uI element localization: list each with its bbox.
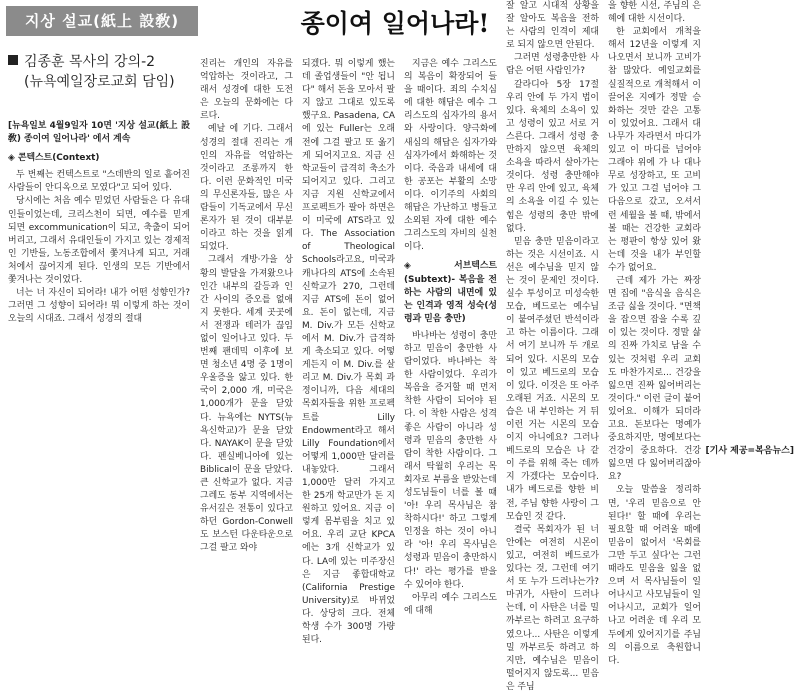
paragraph: 아무리 예수 그리스도에 대해 — [404, 592, 497, 616]
article-column-2 — [200, 58, 293, 554]
article-column-3 — [302, 58, 395, 646]
article-column-6 — [608, 0, 701, 666]
paragraph: 되겠다. 뭐 이렇게 했는데 졸업생들이 "안 됩니다" 해서 돈을 모아서 팔지 않고 그대로 있도록 했구요. Pasadena, CA에 있는 Fuller는 오래 전에 그걸 팔고 또 옮기게 되어지고요. 지금 신학교들이 급격히 축소가 되어지고 있다. 그리고 지금 지원 신학교에서 프로펙트가 팔아 하면은 이 미국에 ATS라고 있다. The Association of Theological Schools라고요, 미국과 캐나다의 ATS에 소속된 신학교가 270, 그런데 지금 ATS에 돈이 없어요. 돈이 없는데, 지금 M. Div.가 모든 신학교에서 M. Div.가 급격하게 축소되고 있다. 어떻게든지 이 M. Div.를 살리고 M. Div.가 목회 과정이니까, 다음 세대의 목회자들을 위한 프로펙트를 Lilly Endowment라고 해서 Lilly Foundation에서 어떻게 1,000만 달러를 내놓았다. 그래서 1,000만 달러 가지고 한 25개 학교만가 돈 지원하고 있어요. 지금 이렇게 몸부림을 치고 있어요. 우리 교단 KPCA에는 3개 신학교가 있다. LA에 있는 미주장신은 지금 좋합대학교(California Prestige University)로 바뀌었다. 상당히 크다. 전체 학생 수가 300명 가량 된다. — [302, 59, 395, 646]
speaker-line-1: 김종훈 목사의 강의-2 — [24, 54, 156, 70]
paragraph: 오늘 말씀을 정리하면, '우리 믿음으로 안 된다!' 할 때에 우리는 필요할 때 어려울 때에 믿음이 없어서 '목회를 그만 두고 싶다'는 그런 때라도 믿음을 잃을 없으며 서 목사님들이 일어나시고 사모님들이 일어나시고, 교회가 일어나고 어려운 데 우리 모두에게 있어지기를 주님의 이름으로 축원합니다. — [608, 485, 701, 666]
article-column-1 — [8, 120, 190, 456]
paragraph: 진리는 개인의 자유를 억압하는 것이라고, 그래서 성경에 대한 도전은 오늘의 문화에는 다르다. — [200, 59, 293, 122]
paragraph: 예날 에 기다. 그래서 성경의 절대 진리는 개인의 자유를 억압하는 것이라고 조롱까지 한다. 이런 문화적인 미국의 무신론자들, 많은 사람들이 기독교에서 무신론자가 된 것이 대부분이라고 하는 것을 읽게 되었다. — [200, 124, 293, 253]
article-headline: 종이여 일어나라! — [300, 9, 490, 38]
paragraph: 잘 알고 시대적 상황을 잘 알아도 복음을 전하는 사람의 인격이 제대로 되지 않으면 안된다. — [506, 1, 599, 51]
intro-note: [뉴욕일보 4월9일자 10면 '지상 설교(紙上 設敎) 종이여 일어나라' 에서 계속 — [8, 121, 190, 145]
paragraph: 한 교회에서 개척을 해서 12년을 이렇게 지나오면서 보니까 고비가 참 많았다. 예일교회를 실질적으로 개척해서 이끌어온 지예가 정말 승화하는 것만 같은 고통이 있었어요. 그래서 대나무가 자라면서 마디가 있고 이 마디를 넘어야 그래야 위에 가 나 대나무로 성장하고, 또 고비가 있고 그걸 넘어야 그 다음으로 갔고, 오셔서 런 세월을 볼 때, 밖에서 볼 때는 건강한 교회라는 평판이 항상 있어 왔는데 것을 내가 부인할 수가 없어요. — [608, 27, 701, 273]
paragraph: 그러면 성령충만한 사람은 어떤 사람인가? — [506, 53, 599, 77]
paragraph: 을 향한 시선, 주님의 은혜에 대한 시선이다. — [608, 1, 701, 25]
section-banner: 지상 설교(紙上 設敎) — [6, 6, 198, 36]
article-column-5 — [506, 0, 599, 692]
paragraph: 그래서 개방·가을 상황의 발달을 가져왔으나 인간 내부의 갈등과 인간 사이의 증오를 없애지 못한다. 세계 곳곳에서 전쟁과 테러가 끊임없이 일어나고 있다. 두 번째 팬데믹 이후에 보면 청소년 4명 중 1명이 우울증을 앓고 있다. 한국이 2,000 개, 미국은 1,000개가 문을 닫았다. 뉴욕에는 NYTS(뉴욕신학교)가 문을 닫았다. NAYAK이 문을 닫았다. 펜실베니아에 있는 Biblical이 문을 닫았다. 큰 신학교가 없다. 지금 그레도 동부 지역에서는 유서깊은 전통이 있다고 하던 Gordon-Conwell도 보스턴 다운타운으로 그걸 팔고 와야 — [200, 255, 293, 554]
paragraph: 당시에는 처음 예수 믿었던 사람들은 다 유대인들이었는데, 크리스천이 되면, 예수를 믿게 되면 excommunication이 되고, 축출이 되어버리고, 그래서 유대인들이 가지고 있는 경제적인 기반들, 노동조합에서 쫓겨나게 되고, 거래처에서 끊어지게 된다. 인생의 모든 기반에서 쫓겨나는 것이었다. — [8, 196, 190, 286]
speaker-line-2: (뉴욕예일장로교회 담임) — [24, 74, 175, 90]
paragraph: 갈라디아 5장 17절 우리 안에 두 가지 법이 있다. 육체의 소욕이 있고 성령이 있고 서로 거스른다. 그래서 성령 충만하지 않으면 육체의 소욕을 따라서 살아가는 것이다. 성령 충만해야만 우리 안에 있고, 육체의 소욕을 이길 수 있는 힘은 성령의 충만 밖에 없다. — [506, 79, 599, 234]
paragraph: 결국 목회자가 된 너 안에는 여전히 시몬이 있고, 여전히 베드로가 있다는 것, 그런데 여기서 또 누가 드러나는가? 마귀가, 사탄이 드러나는데, 이 사탄은 너를 밀 까부르는 하려고 요구하였으나... 사탄은 이렇게 밀 까부르듯 하려고 하지만, 예수님은 믿음이 떨어지지 않도록... 믿음은 주님 — [506, 524, 599, 692]
paragraph: 지금은 예수 그리스도의 복음이 확장되어 들을 때이다. 죄의 수치심에 대한 해답은 예수 그리스도의 십자가의 용서와 사랑이다. 양극화에 새심의 해답은 십자가와 심자가에서 화해하는 것이다. 죽음과 내세에 대한 공포는 부활의 소망이다. 이기주의 사회의 해답은 가난하고 병들고 소외된 자에 대한 예수 그리스도의 자비의 실천이다. — [404, 59, 497, 253]
article-column-4 — [404, 58, 497, 616]
square-bullet-icon — [8, 55, 18, 65]
paragraph: 두 번째는 컨텍스트로 "스데반의 일로 흩어진 사람들이 안디옥으로 모였다"고 되어 있다. — [8, 170, 190, 194]
section-heading-subtext: ◈ 서브텍스트(Subtext)- 복음을 전하는 사람의 내면에 있는 인격과 영적 성숙(성령과 믿음 충만) — [404, 261, 497, 324]
section-heading-context: ◈ 콘텍스트(Context) — [8, 153, 100, 164]
article-credit: [기사 제공=복음뉴스] — [705, 446, 794, 456]
paragraph: 너는 너 자신이 되어라! 내가 어떤 성향인가? 그러면 그 성향이 되어라! 뭐 이렇게 하는 것이 오늘의 시대죠. 그래서 성경의 절대 — [8, 288, 190, 325]
paragraph: 믿음 충만 믿음이라고 하는 것은 시선이죠. 시선은 예수님을 믿지 않는 것이 문제인 것이다. 실수 투성이고 미성숙한 모습, 베드로는 예수님이 붙여주셨던 반석이라고 하는 이름이다. 그래서 여기 보니까 두 개로 되어 있다. 시몬의 모습이 있고 베드로의 모습이 있다. 이것은 또 아주 오래된 거죠. 시몬의 모습은 내 부인하는 거 뒤 이런 거는 시몬의 모습이지 아니에요? 그러나 베드로의 모습은 나 같이 주를 위해 죽는 데까지 가겠다는 모습이다. 내가 베드로를 향한 비전, 주님 향한 사랑이 그 모습인 것 같다. — [506, 236, 599, 522]
paragraph: 근데 제가 가는 짜장면 집에 "음식을 음식은 조금 싫을 것이다. "면책을 잡으면 잡을 수록 깊이 있는 것이다. 정말 삶의 진짜 가치로 남을 수 있는 것처럼 우리 교회도 마찬가지로... 건강을 잃으면 진짜 잃어버리는 것이다." 이런 글이 붙어 있어요. 이해가 되더라고요. 돈보다는 명예가 중요하지만, 명예보다는 건강이 중요하다. 건강 잃으면 다 잃어버리잖아요? — [608, 275, 701, 483]
paragraph: 바나바는 성령이 충만하고 믿음이 충만한 사람이었다. 바나바는 착한 사람이었다. 우리가 복음을 증거할 때 먼저 착한 사람이 되어야 된다. 이 착한 사람은 성격 좋은 사람이 아니라 성령과 믿음의 충만한 사람이 착한 사람이다. 그래서 탁월히 우리는 목회자로 부름을 받았는데 성도님들이 너를 볼 때 '아! 우리 목사님은 참 착하시다!' 하고 그렇게 인정을 하는 것이 아니라 '아! 우리 목사님은 성령과 믿음이 충만하시다!' 라는 평가를 받을 수 있어야 한다. — [404, 330, 497, 590]
